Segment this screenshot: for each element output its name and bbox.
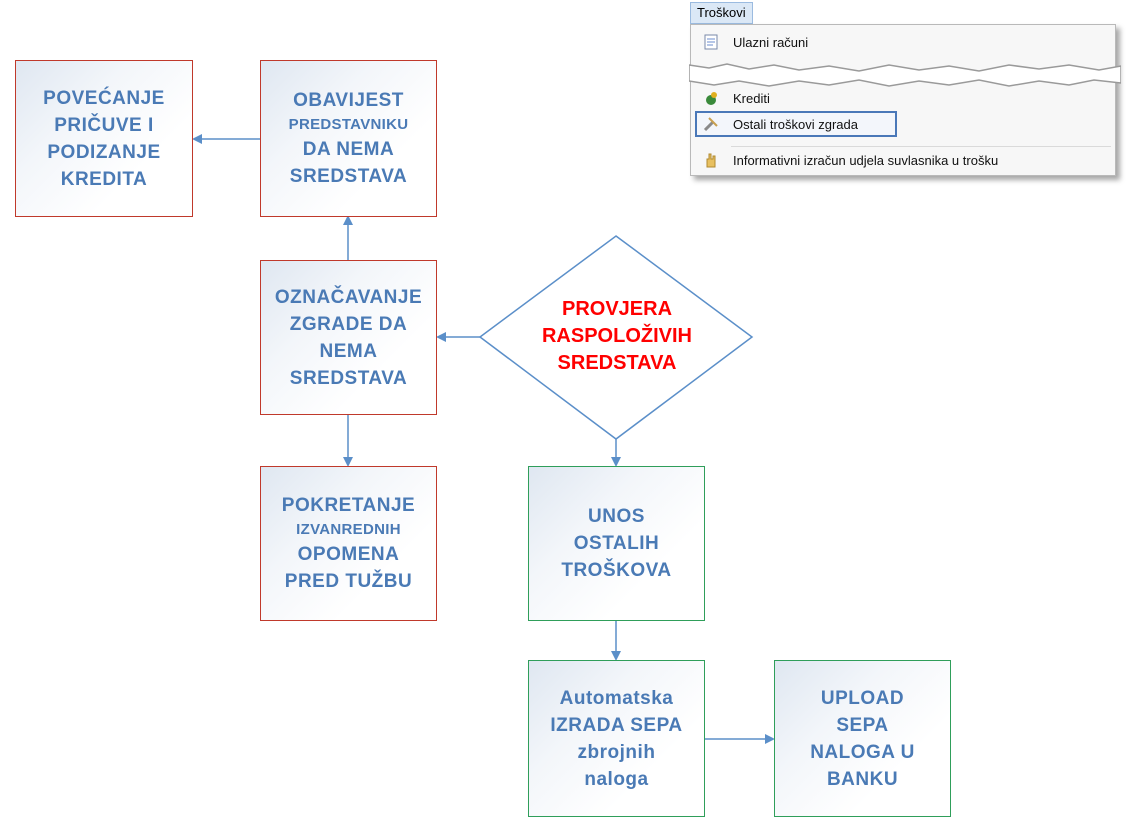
node-text-line: OBAVIJEST (293, 90, 404, 111)
menu-item-ostali-troskovi-zgrada[interactable] (695, 111, 897, 137)
node-text-line: Automatska (559, 687, 674, 709)
node-text-line: NALOGA U (810, 741, 915, 763)
menu-item-krediti[interactable] (691, 85, 1115, 111)
menu-item-label: Informativni izračun udjela suvlasnika u trošku (733, 152, 999, 168)
money-bag-icon (701, 88, 721, 108)
node-text-line: IZVANREDNIH (296, 521, 401, 538)
menu-item-ulazni-racuni[interactable] (691, 29, 1115, 55)
tools-icon (701, 114, 721, 134)
hand-icon (701, 150, 721, 170)
node-text-line: zbrojnih (577, 741, 656, 763)
node-text-line: naloga (584, 768, 649, 790)
menu-title-troskovi[interactable]: Troškovi (690, 2, 753, 24)
node-text-line: SEPA (836, 714, 889, 736)
menu-item-label: Krediti (733, 90, 770, 106)
menu-item-label: Ulazni računi (733, 34, 809, 50)
invoice-icon (701, 32, 721, 52)
node-text-line: UNOS (588, 506, 645, 527)
node-text-line: KREDITA (60, 168, 148, 190)
node-text-line: NEMA (319, 340, 378, 362)
node-obavijest-predstavniku (260, 60, 437, 217)
decision-text-line: SREDSTAVA (557, 352, 677, 374)
decision-text-line: PROVJERA (561, 298, 673, 320)
menu-item-label: Ostali troškovi zgrada (733, 116, 858, 132)
node-text-line: PREDSTAVNIKU (288, 116, 409, 133)
node-automatska-izrada-sepa (528, 660, 705, 817)
decision-text-line: RASPOLOŽIVIH (541, 325, 692, 347)
node-text-line: PODIZANJE (47, 141, 161, 163)
node-text-line: DA NEMA (302, 139, 395, 160)
menu-item-informativni-izracun[interactable] (691, 147, 1115, 173)
node-text-line: UPLOAD (820, 687, 905, 709)
node-text-line: OPOMENA (297, 544, 400, 565)
troskovi-dropdown (690, 24, 1116, 176)
node-text-line: OZNAČAVANJE (274, 286, 423, 308)
node-text-line: POVEĆANJE (43, 87, 165, 109)
node-text-line: POKRETANJE (281, 495, 416, 516)
node-text-line: SREDSTAVA (289, 166, 408, 187)
node-text-line: BANKU (826, 768, 899, 790)
node-pokretanje-opomena (260, 466, 437, 621)
node-text-line: OSTALIH (573, 533, 660, 554)
node-text-line: PRIČUVE I (54, 114, 154, 136)
node-unos-troskova (528, 466, 705, 621)
node-oznacavanje-zgrade (260, 260, 437, 415)
node-text-line: IZRADA SEPA (550, 714, 683, 736)
node-upload-sepa (774, 660, 951, 817)
decision-label (517, 296, 717, 377)
node-text-line: ZGRADE DA (289, 313, 408, 335)
node-text-line: SREDSTAVA (289, 367, 408, 389)
node-text-line: PRED TUŽBU (284, 571, 413, 592)
troskovi-menu-screenshot (688, 0, 1128, 190)
node-text-line: TROŠKOVA (561, 560, 672, 581)
node-povecanje-pricuve (15, 60, 193, 217)
